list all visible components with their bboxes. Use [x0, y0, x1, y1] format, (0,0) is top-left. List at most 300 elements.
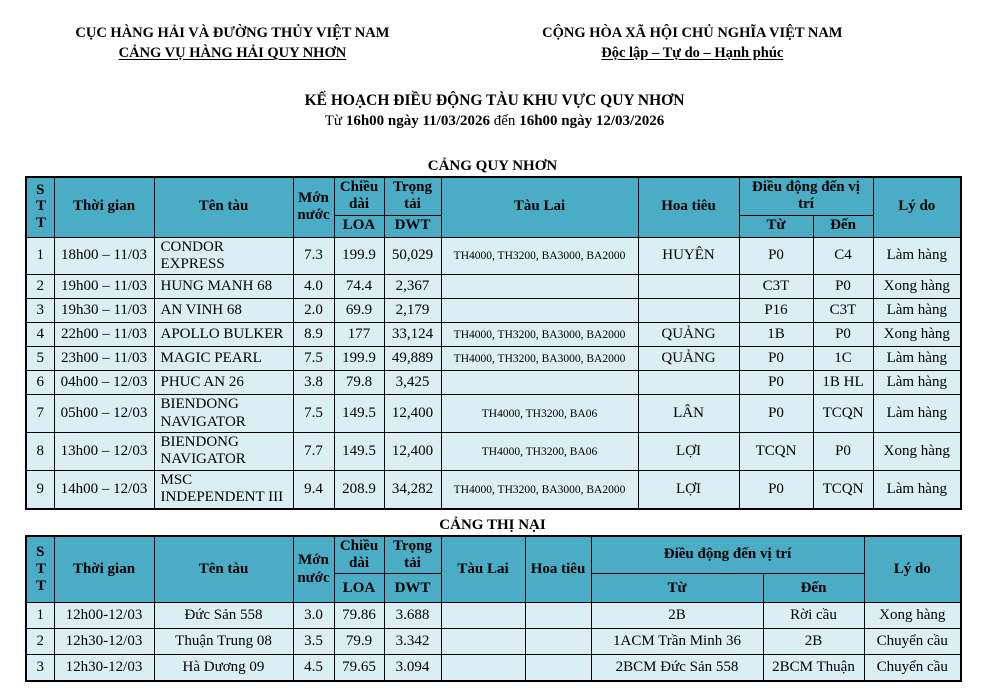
col-header-tu-label: Từ: [667, 579, 687, 596]
cell-stt: [26, 323, 54, 347]
cell-reason-label: Làm hàng: [886, 374, 947, 391]
cell-reason: [873, 323, 961, 347]
cell-stt: [26, 347, 54, 371]
cell-dwt: [384, 655, 441, 682]
letterhead-agency: [0, 24, 465, 64]
cell-time-label: 14h00 – 12/03: [60, 480, 148, 497]
col-header-hoa-tieu: [638, 177, 739, 237]
cell-name-label: MSC INDEPENDENT III: [160, 471, 284, 506]
col-header-tu: [739, 215, 813, 237]
cell-dwt-label: 49,889: [391, 350, 434, 367]
table-row: [26, 371, 961, 395]
cell-pilot: [525, 655, 591, 682]
cell-tug-label: TH4000, TH3200, BA3000, BA2000: [453, 353, 626, 366]
table-row: [26, 470, 961, 508]
col-header-trong-tai: [384, 177, 441, 215]
col-header-trong-tai-label: Trọng tải: [393, 178, 432, 213]
cell-name-label: MAGIC PEARL: [160, 350, 262, 367]
cell-loa: [334, 275, 384, 299]
cell-loa: [334, 323, 384, 347]
cell-loa-label: 79.65: [342, 659, 376, 676]
cell-loa: [334, 603, 384, 629]
cell-time-label: 19h00 – 11/03: [60, 278, 148, 295]
cell-pilot: [638, 237, 739, 275]
cell-reason: [864, 629, 961, 655]
cell-dwt: [384, 470, 441, 508]
col-header-chieu-dai: [334, 536, 384, 574]
cell-from-label: C3T: [762, 278, 790, 295]
col-header-hoa-tieu-label: Hoa tiêu: [530, 560, 586, 577]
cell-dwt: [384, 275, 441, 299]
cell-reason-label: Xong hàng: [883, 278, 950, 295]
cell-time: [54, 275, 154, 299]
cell-stt-label: 3: [36, 659, 44, 676]
col-header-thoi-gian: [54, 536, 154, 603]
cell-to: [763, 655, 864, 682]
cell-stt-label: 1: [36, 607, 44, 624]
col-header-stt: [26, 177, 54, 237]
document-title: [0, 91, 989, 133]
cell-dwt: [384, 433, 441, 471]
col-header-thoi-gian: [54, 177, 154, 237]
cell-from: [739, 275, 813, 299]
table-header: [26, 536, 961, 603]
cell-to-label: TCQN: [822, 480, 864, 497]
cell-loa: [334, 433, 384, 471]
cell-stt-label: 2: [36, 633, 44, 650]
cell-pilot-label: QUẢNG: [661, 350, 716, 367]
cell-loa-label: 199.9: [342, 350, 376, 367]
cell-dwt: [384, 323, 441, 347]
cell-time-label: 22h00 – 11/03: [60, 326, 148, 343]
cell-time: [54, 395, 154, 433]
col-header-trong-tai: [384, 536, 441, 574]
cell-to: [813, 433, 873, 471]
col-header-chieu-dai-label: Chiều dài: [339, 537, 379, 572]
cell-reason-label: Làm hàng: [886, 350, 947, 367]
col-header-ly-do: [864, 536, 961, 603]
cell-draft-label: 3.0: [304, 607, 323, 624]
cell-loa-label: 199.9: [342, 247, 376, 264]
cell-dwt-label: 12,400: [391, 405, 434, 421]
cell-stt-label: 7: [36, 405, 44, 421]
col-header-dieu-dong: [739, 177, 873, 215]
cell-to: [763, 629, 864, 655]
cell-draft-label: 8.9: [304, 326, 323, 343]
table-body: [26, 237, 961, 509]
cell-pilot: [638, 371, 739, 395]
cell-name-label: AN VINH 68: [160, 302, 242, 319]
cell-reason-label: Xong hàng: [883, 442, 950, 459]
cell-loa-label: 79.8: [345, 374, 373, 391]
cell-tug-label: TH4000, TH3200, BA06: [481, 408, 598, 420]
cell-loa: [334, 347, 384, 371]
cell-loa-label: 149.5: [342, 405, 376, 421]
document-title-period: [0, 111, 989, 133]
cell-to: [813, 237, 873, 275]
cell-time-label: 12h30-12/03: [65, 659, 143, 676]
col-header-loa: [334, 215, 384, 237]
cell-tug-label: TH4000, TH3200, BA06: [481, 445, 598, 458]
cell-tug-label: TH4000, TH3200, BA3000, BA2000: [453, 483, 626, 496]
cell-reason: [873, 347, 961, 371]
cell-loa: [334, 655, 384, 682]
cell-time: [54, 470, 154, 508]
table-row: [26, 629, 961, 655]
cell-name: [154, 323, 293, 347]
table-title-quy-nhon: CẢNG QUY NHƠN: [427, 157, 558, 174]
cell-stt: [26, 237, 54, 275]
cell-from-label: P0: [768, 247, 784, 264]
col-header-mon-nuoc: [293, 536, 334, 603]
cell-loa-label: 79.9: [345, 633, 373, 650]
col-header-den: [813, 215, 873, 237]
cell-time-label: 18h00 – 11/03: [60, 247, 148, 264]
cell-time-label: 04h00 – 12/03: [60, 374, 148, 391]
col-header-mon-nuoc-label: Mớn nước: [297, 189, 330, 224]
col-header-stt-label: STT: [35, 544, 46, 594]
cell-draft: [293, 395, 334, 433]
cell-loa-label: 69.9: [345, 302, 373, 319]
cell-dwt-label: 34,282: [391, 480, 434, 497]
letterhead-national: [465, 24, 920, 64]
cell-name: [154, 629, 293, 655]
cell-draft: [293, 433, 334, 471]
cell-dwt: [384, 299, 441, 323]
cell-tug: [441, 470, 638, 508]
cell-to: [813, 323, 873, 347]
table-row: [26, 655, 961, 682]
col-header-ten-tau: [154, 536, 293, 603]
col-header-dwt-label: DWT: [394, 579, 431, 596]
col-header-hoa-tieu-label: Hoa tiêu: [661, 198, 716, 215]
cell-pilot: [638, 395, 739, 433]
letterhead: [0, 24, 989, 64]
col-header-ly-do-label: Lý do: [898, 198, 936, 215]
cell-draft-label: 7.7: [304, 442, 323, 459]
cell-to-label: C3T: [829, 302, 857, 319]
cell-pilot-label: LỢI: [676, 442, 701, 459]
table-row: [26, 323, 961, 347]
cell-reason-label: Làm hàng: [886, 480, 947, 497]
cell-from-label: P16: [764, 302, 788, 319]
cell-time: [54, 371, 154, 395]
cell-stt: [26, 395, 54, 433]
col-header-dwt-label: DWT: [394, 217, 431, 234]
cell-loa-label: 74.4: [345, 278, 373, 295]
cell-draft-label: 3.5: [304, 633, 323, 650]
cell-draft: [293, 603, 334, 629]
col-header-chieu-dai: [334, 177, 384, 215]
cell-to-label: 2BCM Thuận: [772, 659, 855, 676]
cell-time: [54, 433, 154, 471]
col-header-thoi-gian-label: Thời gian: [72, 198, 136, 215]
col-header-loa: [334, 574, 384, 603]
cell-stt-label: 5: [36, 350, 44, 367]
col-header-loa-label: LOA: [342, 579, 376, 596]
col-header-tau-lai: [441, 177, 638, 237]
cell-dwt-label: 3.688: [395, 607, 430, 624]
cell-time: [54, 603, 154, 629]
table-row: [26, 433, 961, 471]
table-cang-thi-nai: [25, 535, 962, 683]
cell-reason-label: Làm hàng: [886, 247, 947, 264]
cell-draft: [293, 655, 334, 682]
document-title-main: KẾ HOẠCH ĐIỀU ĐỘNG TÀU KHU VỰC QUY NHƠN: [304, 91, 685, 109]
cell-tug: [441, 371, 638, 395]
col-header-tau-lai-label: Tàu Lai: [457, 560, 509, 577]
cell-from: [739, 299, 813, 323]
cell-name: [154, 603, 293, 629]
cell-time-label: 13h00 – 12/03: [60, 442, 148, 459]
col-header-dieu-dong-label: Điều động đến vị trí: [752, 178, 860, 213]
col-header-dwt: [384, 215, 441, 237]
cell-draft: [293, 275, 334, 299]
cell-to-label: P0: [835, 278, 851, 295]
cell-loa: [334, 470, 384, 508]
cell-name: [154, 347, 293, 371]
tables-wrap: [25, 158, 960, 683]
agency-parent-name: CỤC HÀNG HẢI VÀ ĐƯỜNG THỦY VIỆT NAM: [75, 25, 390, 41]
cell-draft: [293, 470, 334, 508]
col-header-mon-nuoc: [293, 177, 334, 237]
cell-pilot: [525, 603, 591, 629]
cell-from: [739, 395, 813, 433]
col-header-dwt: [384, 574, 441, 603]
cell-name: [154, 299, 293, 323]
table-row: [26, 395, 961, 433]
col-header-tau-lai-label: Tàu Lai: [513, 198, 566, 215]
cell-name-label: BIENDONG NAVIGATOR: [160, 396, 246, 430]
cell-to: [813, 275, 873, 299]
cell-from-label: 2B: [668, 607, 686, 624]
cell-tug: [441, 299, 638, 323]
cell-to: [813, 371, 873, 395]
table-title-thi-nai: CẢNG THỊ NẠI: [439, 516, 546, 533]
cell-from-label: 1B: [767, 326, 785, 343]
cell-tug: [441, 275, 638, 299]
cell-stt-label: 2: [36, 278, 44, 295]
cell-to-label: P0: [835, 442, 851, 459]
table-body: [26, 603, 961, 682]
cell-from: [739, 371, 813, 395]
cell-to: [813, 395, 873, 433]
col-header-trong-tai-label: Trọng tải: [393, 537, 432, 572]
cell-time-label: 12h30-12/03: [65, 633, 143, 650]
cell-tug: [441, 433, 638, 471]
cell-dwt: [384, 395, 441, 433]
cell-loa: [334, 299, 384, 323]
cell-to-label: 1B HL: [822, 374, 864, 391]
cell-dwt: [384, 371, 441, 395]
col-header-den-label: Đến: [830, 217, 856, 234]
col-header-ten-tau-label: Tên tàu: [198, 198, 249, 215]
cell-name: [154, 395, 293, 433]
col-header-den-label: Đến: [800, 579, 827, 596]
table-row: [26, 237, 961, 275]
cell-reason: [873, 470, 961, 508]
cell-from: [739, 433, 813, 471]
cell-reason: [873, 395, 961, 433]
cell-loa: [334, 395, 384, 433]
cell-time-label: 12h00-12/03: [65, 607, 143, 624]
cell-name-label: Đức Sản 558: [184, 607, 263, 624]
cell-dwt: [384, 237, 441, 275]
cell-tug-label: TH4000, TH3200, BA3000, BA2000: [453, 250, 626, 263]
table-row: [26, 603, 961, 629]
cell-name: [154, 433, 293, 471]
col-header-loa-label: LOA: [342, 217, 376, 234]
cell-reason-label: Xong hàng: [879, 607, 946, 624]
cell-dwt-label: 2,179: [395, 302, 430, 319]
table-cang-quy-nhon: [25, 176, 962, 510]
cell-loa-label: 208.9: [342, 480, 376, 497]
cell-from: [739, 237, 813, 275]
table-header: [26, 177, 961, 237]
cell-dwt-label: 12,400: [391, 442, 434, 459]
cell-name: [154, 470, 293, 508]
cell-reason-label: Chuyển cầu: [876, 659, 948, 676]
col-header-tau-lai: [441, 536, 525, 603]
cell-from-label: P0: [768, 374, 784, 391]
cell-from-label: TCQN: [755, 442, 797, 459]
cell-stt: [26, 629, 54, 655]
cell-draft-label: 7.5: [304, 350, 323, 367]
cell-pilot-label: LỢI: [676, 480, 701, 497]
col-header-ly-do: [873, 177, 961, 237]
cell-from-label: 2BCM Đức Sản 558: [615, 659, 739, 676]
cell-dwt: [384, 603, 441, 629]
cell-to-label: P0: [835, 326, 851, 343]
cell-tug: [441, 347, 638, 371]
cell-tug: [441, 629, 525, 655]
cell-pilot: [638, 275, 739, 299]
cell-to-label: TCQN: [822, 405, 864, 421]
cell-draft-label: 9.4: [304, 480, 323, 497]
cell-reason: [873, 275, 961, 299]
cell-draft-label: 4.0: [304, 278, 323, 295]
cell-stt: [26, 275, 54, 299]
cell-stt-label: 3: [36, 302, 44, 319]
cell-stt: [26, 371, 54, 395]
col-header-den: [763, 574, 864, 603]
cell-pilot: [638, 299, 739, 323]
col-header-thoi-gian-label: Thời gian: [72, 560, 136, 577]
cell-from: [739, 470, 813, 508]
national-motto-line1: CỘNG HÒA XÃ HỘI CHỦ NGHĨA VIỆT NAM: [542, 25, 843, 41]
cell-name: [154, 275, 293, 299]
col-header-dieu-dong: [591, 536, 864, 574]
cell-tug: [441, 395, 638, 433]
cell-name-label: Hà Dương 09: [182, 659, 265, 676]
cell-name: [154, 371, 293, 395]
cell-name-label: CONDOR EXPRESS: [160, 238, 225, 272]
cell-time-label: 05h00 – 12/03: [60, 405, 148, 421]
cell-tug-label: TH4000, TH3200, BA3000, BA2000: [453, 329, 626, 342]
cell-from: [591, 655, 763, 682]
cell-time-label: 19h30 – 11/03: [60, 302, 148, 319]
cell-stt: [26, 603, 54, 629]
cell-to-label: 2B: [804, 633, 823, 650]
cell-time: [54, 237, 154, 275]
cell-tug: [441, 237, 638, 275]
cell-pilot: [638, 433, 739, 471]
cell-draft: [293, 371, 334, 395]
cell-from: [591, 629, 763, 655]
cell-stt: [26, 299, 54, 323]
table-row: [26, 275, 961, 299]
col-header-ten-tau-label: Tên tàu: [198, 560, 249, 577]
period-middle: đến: [490, 113, 520, 129]
cell-name-label: BIENDONG NAVIGATOR: [160, 434, 246, 468]
cell-from: [739, 323, 813, 347]
cell-loa-label: 79.86: [342, 607, 376, 624]
cell-to: [813, 347, 873, 371]
cell-reason-label: Làm hàng: [886, 405, 947, 421]
cell-reason: [873, 237, 961, 275]
cell-stt: [26, 470, 54, 508]
col-header-ly-do-label: Lý do: [893, 560, 931, 577]
cell-stt-label: 6: [36, 374, 44, 391]
cell-pilot-label: HUYÊN: [662, 247, 715, 264]
cell-pilot-label: QUẢNG: [661, 326, 716, 343]
cell-loa: [334, 237, 384, 275]
col-header-tu-label: Từ: [766, 217, 786, 234]
col-header-dieu-dong-label: Điều động đến vị trí: [663, 546, 792, 563]
cell-time-label: 23h00 – 11/03: [60, 350, 148, 367]
cell-draft-label: 3.8: [304, 374, 323, 391]
cell-time: [54, 347, 154, 371]
cell-name-label: PHUC AN 26: [160, 374, 244, 391]
cell-from-label: P0: [768, 350, 784, 367]
table-row: [26, 347, 961, 371]
cell-time: [54, 629, 154, 655]
cell-dwt-label: 2,367: [395, 278, 430, 295]
cell-from-label: 1ACM Trần Minh 36: [613, 633, 741, 650]
cell-to: [813, 299, 873, 323]
cell-pilot: [638, 347, 739, 371]
col-header-hoa-tieu: [525, 536, 591, 603]
cell-dwt-label: 50,029: [391, 247, 434, 264]
table-row: [26, 299, 961, 323]
cell-stt: [26, 655, 54, 682]
cell-draft-label: 7.5: [304, 405, 323, 421]
period-prefix: Từ: [324, 113, 346, 129]
col-header-stt: [26, 536, 54, 603]
cell-name-label: HUNG MANH 68: [160, 278, 273, 295]
col-header-ten-tau: [154, 177, 293, 237]
cell-tug: [441, 655, 525, 682]
cell-dwt-label: 3.094: [395, 659, 430, 676]
cell-name: [154, 655, 293, 682]
col-header-chieu-dai-label: Chiều dài: [339, 178, 379, 213]
cell-tug: [441, 323, 638, 347]
cell-from-label: P0: [768, 405, 784, 421]
col-header-stt-label: STT: [35, 181, 46, 232]
cell-draft: [293, 347, 334, 371]
cell-draft: [293, 629, 334, 655]
cell-to-label: Rời cầu: [790, 607, 837, 624]
cell-to-label: C4: [834, 247, 852, 264]
cell-draft: [293, 323, 334, 347]
cell-reason-label: Làm hàng: [886, 302, 947, 319]
cell-dwt-label: 3.342: [395, 633, 430, 650]
cell-draft-label: 4.5: [304, 659, 323, 676]
cell-reason: [864, 603, 961, 629]
cell-draft: [293, 299, 334, 323]
national-motto-line2: Độc lập – Tự do – Hạnh phúc: [601, 44, 784, 61]
cell-tug: [441, 603, 525, 629]
